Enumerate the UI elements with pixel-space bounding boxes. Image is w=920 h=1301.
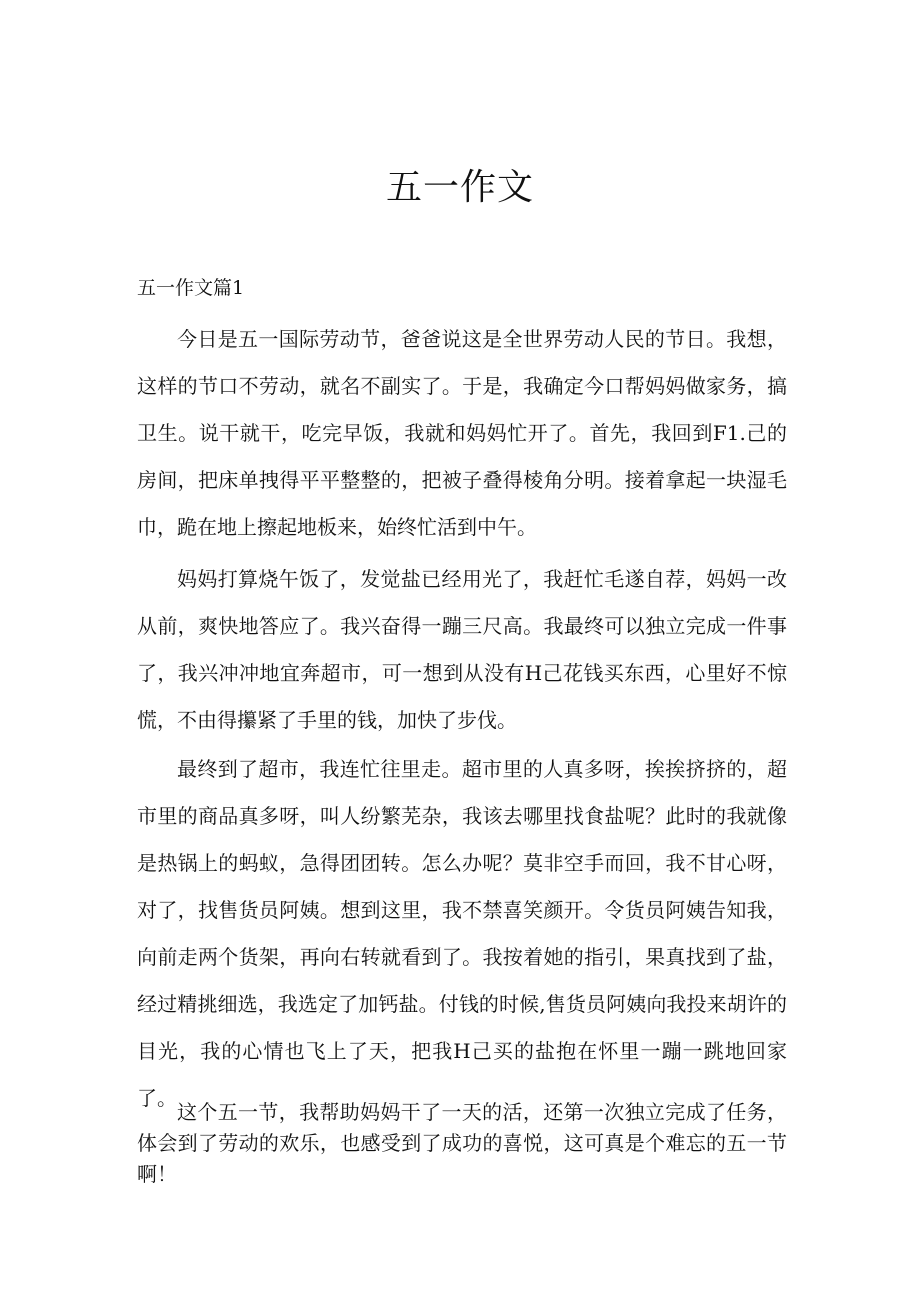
document-title: 五一作文 — [385, 167, 534, 209]
paragraph-1: 今日是五一国际劳动节，爸爸说这是全世界劳动人民的节日。我想，这样的节口不劳动，就名不副实了。于是，我确定今口帮妈妈做家务，搞卫生。说干就干，吃完早饭，我就和妈妈忙开了。首先，我回到F1.己的房间，把床单拽得平平整整的，把被子叠得棱角分明。接着拿起一块湿毛巾，跪在地上擦起地板来，始终忙活到中午。 — [137, 327, 787, 539]
paragraph-4-container — [137, 1097, 787, 1190]
paragraph-3: 最终到了超市，我连忙往里走。超市里的人真多呀，挨挨挤挤的，超市里的商品真多呀，叫人纷繁芜杂，我该去哪里找食盐呢？此时的我就像是热锅上的蚂蚁，急得团团转。怎么办呢？莫非空手而回，我不甘心呀，对了，找售货员阿姨。想到这里，我不禁喜笑颜开。令货员阿姨告知我，向前走两个货架，再向右转就看到了。我按着她的指引，果真找到了盐，经过精挑细选，我选定了加钙盐。付钱的时候,售货员阿姨向我投来胡许的目光，我的心情也飞上了天，把我H己买的盐抱在怀里一蹦一跳地回家了。 — [137, 757, 787, 1110]
paragraph-4: 这个五一节，我帮助妈妈干了一天的活，还第一次独立完成了任务，体会到了劳动的欢乐，也感受到了成功的喜悦，这可真是个难忘的五一节啊！ — [137, 1100, 787, 1186]
section-heading: 五一作文篇1 — [137, 277, 245, 299]
paragraph-1-container — [137, 316, 787, 551]
paragraph-2: 妈妈打算烧午饭了，发觉盐已经用光了，我赶忙毛遂自荐，妈妈一改从前，爽快地答应了。我兴奋得一蹦三尺高。我最终可以独立完成一件事了，我兴冲冲地宜奔超市，可一想到从没有H己花钱买东西，心里好不惊慌，不由得攥紧了手里的钱，加快了步伐。 — [137, 567, 787, 732]
paragraph-3-container — [137, 746, 787, 1122]
paragraph-2-container — [137, 556, 787, 744]
